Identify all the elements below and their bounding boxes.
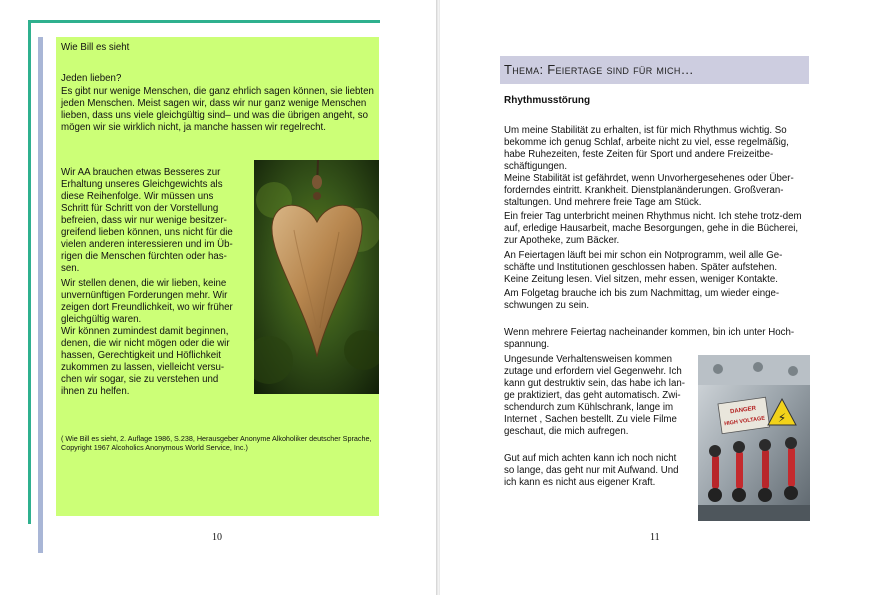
subheading: Rhythmusstörung <box>504 95 591 106</box>
right-para-8: Gut auf mich achten kann ich noch nicht so lange, das geht nur mit Aufwand. Und ich kann es nicht aus eigener Kraft. <box>504 453 679 488</box>
decor-bar-blue <box>38 37 43 553</box>
page-number-right: 11 <box>650 532 660 543</box>
page-number-left: 10 <box>212 532 222 543</box>
high-voltage-panel-photo <box>698 355 810 521</box>
wooden-heart-photo <box>254 160 379 394</box>
sign-text-danger: DANGER <box>729 405 757 416</box>
right-para-6: Wenn mehrere Feiertag nacheinander kommen, bin ich unter Hoch-spannung. <box>504 327 795 350</box>
right-para-1: Um meine Stabilität zu erhalten, ist für mich Rhythmus wichtig. So bekomme ich genug Schlaf, arbeite nicht zu viel, esse regelmäßig, habe Ruhezeiten, feste Zeiten für Sport und andere Freizeitbe-schäftigungen. <box>504 125 789 172</box>
right-para-2: Meine Stabilität ist gefährdet, wenn Unvorhergesehenes oder Über-forderndes eintritt. Krankheit. Dienstplanänderungen. Großveran-staltungen. Und mehrere freie Tage am Stück. <box>504 173 794 208</box>
theme-title: Thema: Feiertage sind für mich… <box>504 62 694 77</box>
citation: ( Wie Bill es sieht, 2. Auflage 1986, S.238, Herausgeber Anonyme Alkoholiker deutscher Sprache, Copyright 1967 Alcoholics Anonymous World Service, Inc.) <box>61 434 372 452</box>
right-para-5: Am Folgetag brauche ich bis zum Nachmittag, um wieder einge-schwungen zu sein. <box>504 288 780 311</box>
left-para-1: Es gibt nur wenige Menschen, die ganz ehrlich sagen können, sie liebten jeden Menschen. Meist sagen wir, dass wir nur ganz wenige Menschen lieben, dass uns viele gleichgültig sind– und was die übrigen angeht, so mögen wir sie wirklich nicht, ja manche hassen wir regelrecht. <box>61 86 374 133</box>
decor-bar-teal <box>28 20 31 524</box>
svg-text:⚡: ⚡ <box>777 411 787 425</box>
left-para-4: Wir können zumindest damit beginnen, denen, die wir nicht mögen oder die wir hassen, Gerechtigkeit und Höflichkeit zukommen zu lassen, vielleicht versu- chen wir sogar, sie zu verstehen und ihnen zu helfen. <box>61 326 230 397</box>
left-question: Jeden lieben? <box>61 73 122 84</box>
sign-text-high-voltage: HIGH VOLTAGE <box>723 415 766 428</box>
right-para-3: Ein freier Tag unterbricht meinen Rhythmus nicht. Ich stehe trotz-dem auf, erledige Hausarbeit, mache Besorgungen, gehe in die Bücherei, zur Apotheke, zum Bäcker. <box>504 211 802 246</box>
left-page <box>0 0 436 595</box>
right-para-7: Ungesunde Verhaltensweisen kommen zutage und erfordern viel Gegenwehr. Ich kann gut destruktiv sein, das habe ich lan- ge praktiziert, das geht automatisch. Zwi- schendurch zum Kühlschrank, lange im Internet , Sachen bestellt. Zu viele Filme geschaut, die mich aufregen. <box>504 354 685 437</box>
left-heading: Wie Bill es sieht <box>61 42 130 53</box>
right-para-4: An Feiertagen läuft bei mir schon ein Notprogramm, weil alle Ge-schäfte und Institutionen geschlossen haben. Später aufstehen. Keine Zeitung lesen. Viel sitzen, mehr essen, weniger Kontakte. <box>504 250 783 285</box>
left-para-2: Wir AA brauchen etwas Besseres zur Erhaltung unseres Gleichgewichts als diese Reihenfolge. Wir müssen uns Schritt für Schritt von der Vorstellung befreien, dass wir nur wenige besitzer- greifend lieben können, uns nicht für die vielen anderen interessieren und im Üb- rigen die Menschen fürchten oder has- sen. <box>61 167 233 274</box>
left-para-3: Wir stellen denen, die wir lieben, keine unvernünftigen Forderungen mehr. Wir zeigen dort Freundlichkeit, wo wir früher gleichgültig waren. <box>61 278 233 325</box>
decor-top-line <box>28 20 380 23</box>
